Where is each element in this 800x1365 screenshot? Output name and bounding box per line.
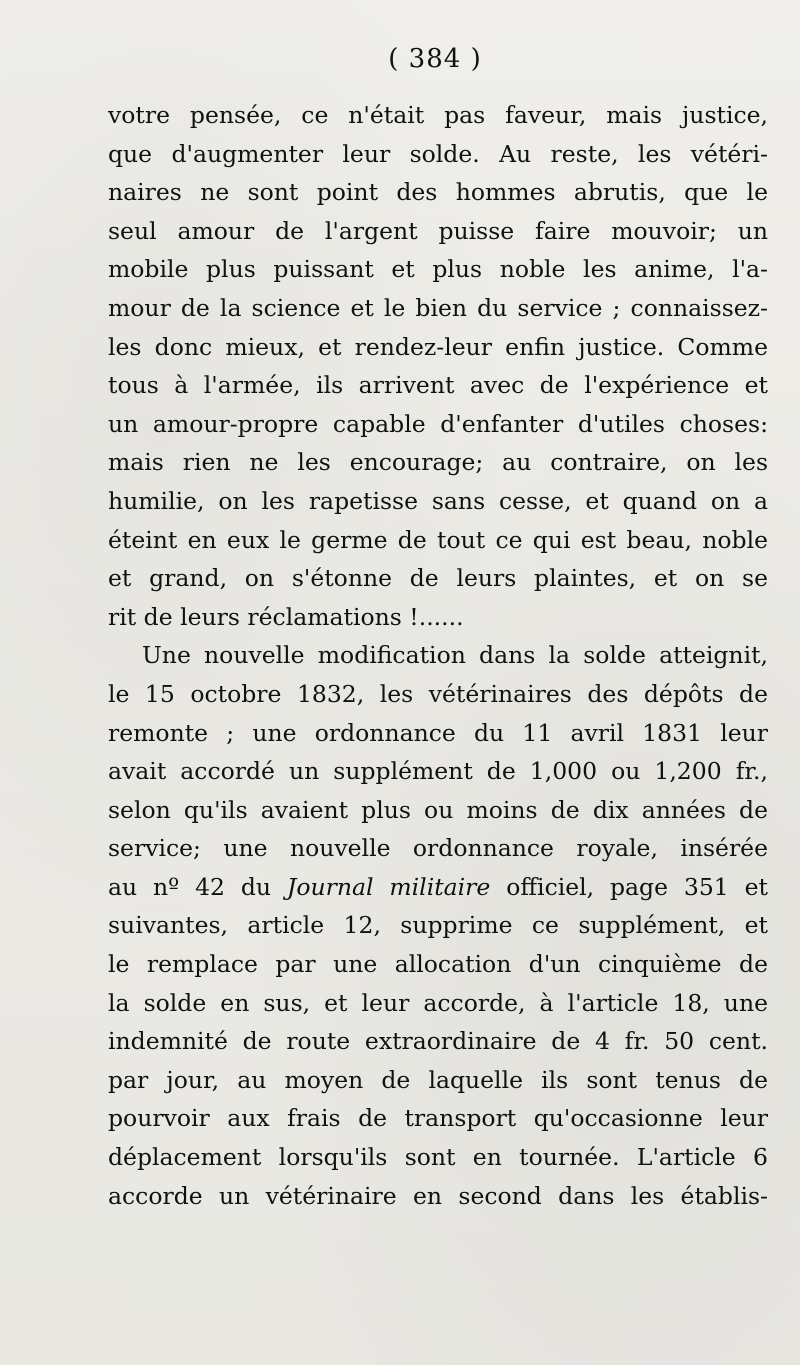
text-line: mais rien ne les encourage; au contraire, on les bbox=[108, 448, 768, 477]
text-line: selon qu'ils avaient plus ou moins de dix années de bbox=[108, 795, 768, 824]
line-suffix: officiel, page 351 et bbox=[506, 872, 768, 901]
text-line: suivantes, article 12, supprime ce supplément, et bbox=[108, 911, 768, 940]
text-line: rit de leurs réclamations !...... bbox=[108, 602, 464, 631]
text-line: mobile plus puissant et plus noble les anime, l'a- bbox=[108, 255, 768, 284]
paragraph-first-line: Une nouvelle modification dans la solde atteignit, bbox=[142, 641, 768, 670]
text-line: remonte ; une ordonnance du 11 avril 1831 leur bbox=[108, 718, 768, 747]
text-line: mour de la science et le bien du service ; connaissez- bbox=[108, 293, 768, 322]
text-line: seul amour de l'argent puisse faire mouvoir; un bbox=[108, 216, 768, 245]
page-number: ( 384 ) bbox=[388, 44, 482, 74]
text-line: et grand, on s'étonne de leurs plaintes, et on se bbox=[108, 564, 768, 593]
text-line: pourvoir aux frais de transport qu'occasionne leur bbox=[108, 1104, 768, 1133]
text-line: les donc mieux, et rendez-leur enfin justice. Comme bbox=[108, 332, 768, 361]
text-line: naires ne sont point des hommes abrutis, que le bbox=[108, 178, 768, 207]
text-line: éteint en eux le germe de tout ce qui est beau, noble bbox=[108, 525, 768, 554]
line-prefix: au nº 42 du bbox=[108, 872, 272, 901]
text-line: tous à l'armée, ils arrivent avec de l'expérience et bbox=[108, 371, 768, 400]
text-line-with-italic bbox=[108, 868, 768, 907]
text-line: indemnité de route extraordinaire de 4 fr. 50 cent. bbox=[108, 1027, 768, 1056]
text-line: service; une nouvelle ordonnance royale, insérée bbox=[108, 834, 768, 863]
text-line: accorde un vétérinaire en second dans les établis- bbox=[108, 1181, 768, 1210]
text-line: votre pensée, ce n'était pas faveur, mais justice, bbox=[108, 101, 768, 129]
text-line: la solde en sus, et leur accorde, à l'article 18, une bbox=[108, 988, 768, 1017]
text-line: le remplace par une allocation d'un cinquième de bbox=[108, 950, 768, 979]
text-line: que d'augmenter leur solde. Au reste, les vétéri- bbox=[108, 139, 768, 168]
journal-title: Journal militaire bbox=[286, 872, 491, 901]
text-line: par jour, au moyen de laquelle ils sont tenus de bbox=[108, 1065, 768, 1094]
text-line: avait accordé un supplément de 1,000 ou 1,200 fr., bbox=[108, 757, 768, 786]
text-line: humilie, on les rapetisse sans cesse, et quand on a bbox=[108, 486, 768, 515]
body-text bbox=[108, 96, 768, 1215]
text-line: déplacement lorsqu'ils sont en tournée. L'article 6 bbox=[108, 1143, 768, 1172]
text-line: le 15 octobre 1832, les vétérinaires des dépôts de bbox=[108, 679, 768, 708]
text-line: un amour-propre capable d'enfanter d'utiles choses: bbox=[108, 409, 768, 438]
